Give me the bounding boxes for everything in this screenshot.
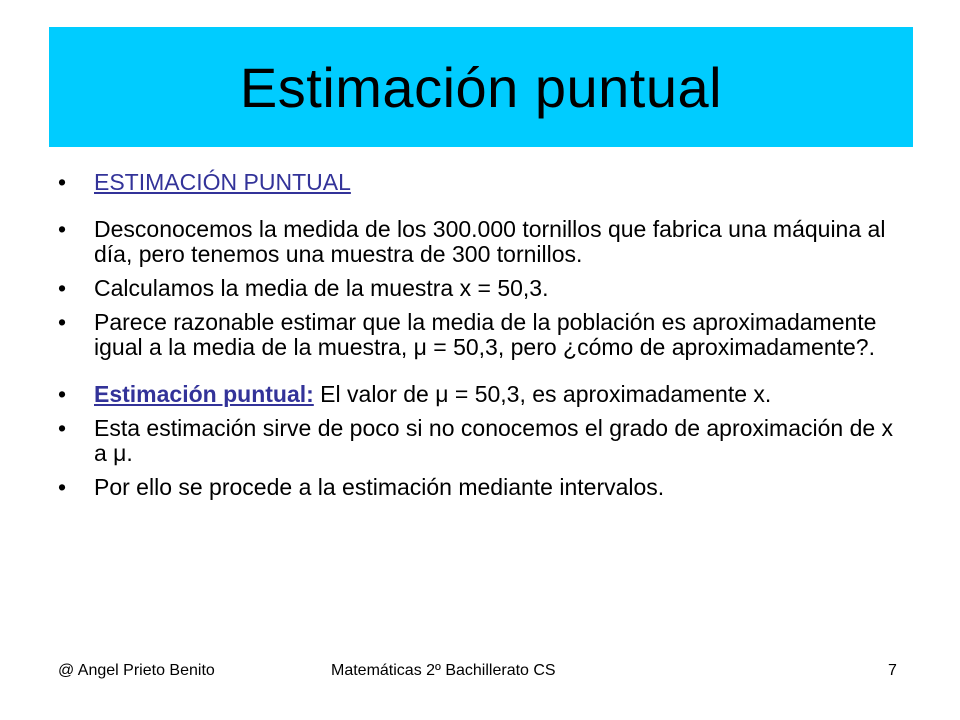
bullet-icon: • [58, 474, 67, 500]
bullet-item [58, 276, 898, 301]
bullet-item [58, 475, 898, 500]
bullet-icon: • [58, 309, 67, 335]
bullet-item [58, 310, 898, 360]
title-banner [49, 27, 913, 147]
footer-page-number: 7 [888, 662, 897, 679]
bullet-icon: • [58, 275, 67, 301]
definition-link[interactable]: Estimación puntual: [94, 381, 314, 407]
bullet-icon: • [58, 381, 67, 407]
slide-title: Estimación puntual [239, 55, 723, 119]
bullet-icon: • [58, 216, 67, 242]
footer-author: @ Angel Prieto Benito [58, 662, 215, 679]
bullet-text: Parece razonable estimar que la media de la población es aproximadamente igual a la media de la muestra, μ = 50,3, pero ¿cómo de aproximadamente?. [94, 309, 877, 360]
footer-course: Matemáticas 2º Bachillerato CS [331, 662, 556, 679]
bullet-item [58, 416, 898, 466]
bullet-text: El valor de μ = 50,3, es aproximadamente x. [313, 381, 772, 407]
bullet-item [58, 382, 898, 407]
bullet-text: Esta estimación sirve de poco si no conocemos el grado de aproximación de x a μ. [94, 415, 894, 466]
bullet-item [58, 217, 898, 267]
bullet-icon: • [58, 169, 67, 195]
bullet-text: Calculamos la media de la muestra x = 50,3. [94, 275, 549, 301]
bullet-heading [58, 170, 898, 195]
bullet-text: Desconocemos la medida de los 300.000 tornillos que fabrica una máquina al día, pero tenemos una muestra de 300 tornillos. [94, 216, 886, 267]
heading-link[interactable]: ESTIMACIÓN PUNTUAL [94, 169, 351, 195]
bullet-icon: • [58, 415, 67, 441]
bullet-text: Por ello se procede a la estimación mediante intervalos. [94, 474, 665, 500]
bullet-list [58, 170, 898, 509]
